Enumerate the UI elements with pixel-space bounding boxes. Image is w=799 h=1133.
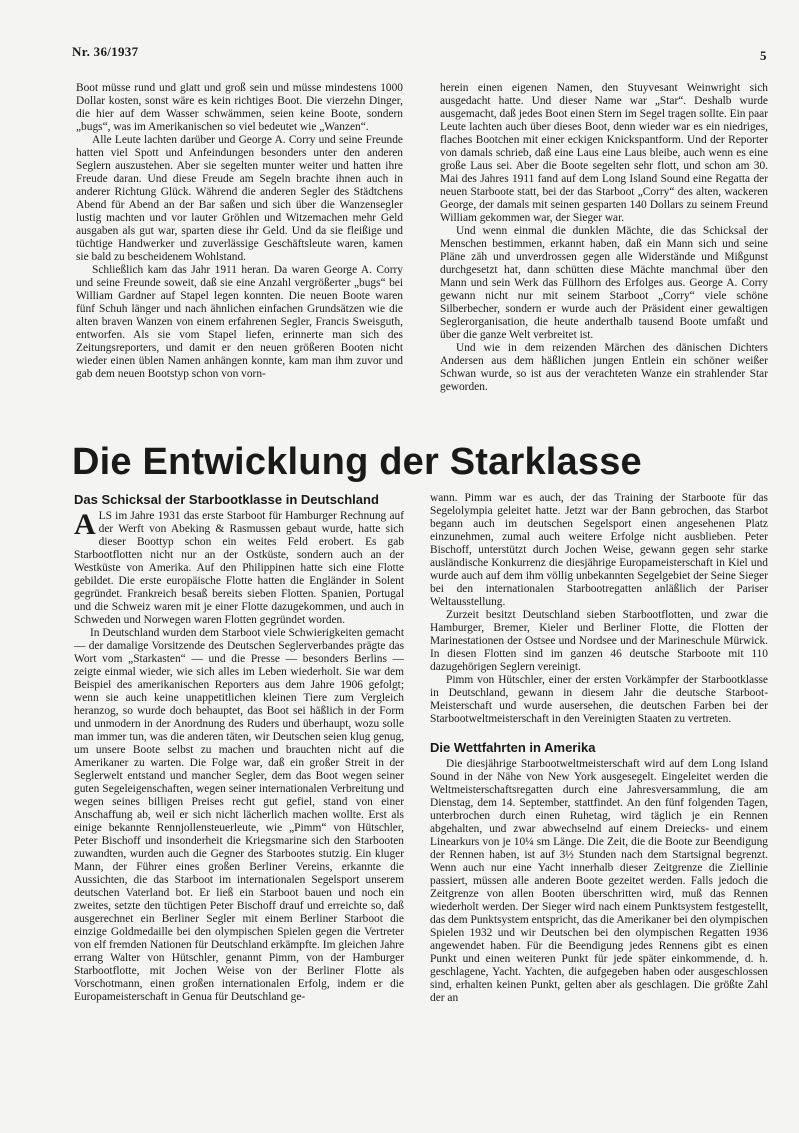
paragraph: Und wenn einmal die dunklen Mächte, die das Schicksal der Menschen bestimmen, erkannt haben, daß ein Mann sich und seine Pläne zäh und unverdrossen gegen alle Widerstände und Mißgunst durchgesetzt hat, dann schütten diese Mächte manchmal über den Mann und sein Werk das Füllhorn des Erfolges aus. George A. Corry gewann nicht nur mit seinem Starboot „Corry“ viele schöne Silberbecher, sondern er wurde auch der Präsident einer gewaltigen Seglerorganisation, die heute anderthalb tausend Boote umfaßt und über die ganze Welt verbreitet ist. [440, 225, 768, 341]
paragraph: LS im Jahre 1931 das erste Starboot für Hamburger Rechnung auf der Werft von Abeking & Rasmussen gebaut wurde, hatte sich dieser Boottyp schon ein weites Feld erobert. Es gab Starbootflotten nicht nur an der Ostküste, sondern auch an der Westküste von Amerika. Auf den Philippinen hatte sich eine Flotte gebildet. Die erste europäische Flotte hatten die Engländer in Solent gegründet. Frankreich besaß bereits sieben Flotten. Spanien, Portugal und die Schweiz waren mit je einer Flotte dazugekommen, und auch in Schweden und Norwegen waren Flotten gegründet worden. [74, 510, 404, 626]
article-continuation-right-column [440, 82, 768, 422]
section-subheading: Das Schicksal der Starbootklasse in Deutschland [74, 492, 379, 507]
paragraph: Boot müsse rund und glatt und groß sein und müsse mindestens 1000 Dollar kosten, sonst wäre es kein richtiges Boot. Die vierzehn Dinger, die hier auf dem Wasser schwämmen, seien keine Boote, sondern „bugs“, was im Amerikanischen so viel bedeutet wie „Wanzen“. [76, 82, 403, 133]
paragraph: herein einen eigenen Namen, den Stuyvesant Weinwright sich ausgedacht hatte. Und dieser Name war „Star“. Deshalb wurde ausgemacht, daß jedes Boot einen Stern im Segel tragen sollte. Ein paar Leute lachten auch über dieses Boot, denn wieder war es ein niedriges, flaches Bootchen mit einer eckigen Knickspantform. Und der Reporter von damals schrieb, daß eine Laus eine Laus bleibe, auch wenn es eine große Laus sei. Aber die Boote segelten sehr flott, und schon am 30. Mai des Jahres 1911 fand auf dem Long Island Sound eine Regatta der neuen Starboote statt, bei der das Starboot „Corry“ des alten, wackeren George, der damals mit seinen gesparten 140 Dollars zu seinem Freund William gekommen war, der Sieger war. [440, 82, 768, 224]
article-continuation-left-column [76, 82, 403, 448]
section-subheading: Die Wettfahrten in Amerika [430, 740, 596, 755]
paragraph: Alle Leute lachten darüber und George A. Corry und seine Freunde hatten viel Spott und Anfeindungen besonders unter den anderen Seglern auszustehen. Aber sie segelten munter weiter und hatten ihre Freude daran. Und diese Freude am Segeln brachte ihnen auch in anderer Richtung Glück. Während die anderen Segler des Städtchens Abend für Abend an der Bar saßen und sich über die Wanzensegler lustig machten und vor lauter Gröhlen und Witzemachen mehr Geld ausgaben als gut war, sparten diese ihr Geld. Und da sie fleißige und tüchtige Handwerker und zuverlässige Geschäftsleute waren, kamen sie bald zu bescheidenem Wohlstand. [76, 134, 403, 263]
paragraph: Pimm von Hütschler, einer der ersten Vorkämpfer der Starbootklasse in Deutschland, gewann in diesem Jahr die deutsche Starboot-Meisterschaft und wurde ausersehen, die deutschen Farben bei der Starbootweltmeisterschaft in den Vereinigten Staaten zu vertreten. [430, 674, 768, 725]
paragraph: Zurzeit besitzt Deutschland sieben Starbootflotten, und zwar die Hamburger, Bremer, Kieler und Berliner Flotte, die Flotten der Marinestationen der Ostsee und Nordsee und der Marineschule Mürwick. In diesen Flotten sind im ganzen 46 deutsche Starboote mit 110 dazugehörigen Seglern vereinigt. [430, 609, 768, 673]
page-number: 5 [760, 48, 767, 63]
drop-cap: A [74, 508, 96, 541]
issue-number: Nr. 36/1937 [72, 44, 139, 59]
paragraph: In Deutschland wurden dem Starboot viele Schwierigkeiten gemacht — der damalige Vorsitzende des Deutschen Seglerverbandes prägte das Wort vom „Starkasten“ — und die Presse — besonders Berlins — zeigte einmal wieder, wie sich alles im Leben wiederholt. Sie war dem Beispiel des amerikanischen Reporters aus dem Jahre 1906 gefolgt; wenn sie auch keine unappetitlichen kleinen Tiere zum Vergleich heranzog, so wurde doch behauptet, das Boot sei häßlich in der Form und unmodern in der Anordnung des Ruders und überhaupt, wozu solle man immer tun, was die anderen täten, wir Deutschen seien klug genug, um unsere Boote selbst zu machen und brauchten nicht auf die Amerikaner zu warten. Die Folge war, daß ein großer Streit in der Seglerwelt entstand und mancher Segler, dem das Boot wegen seiner guten Segeleigenschaften, wegen seiner internationalen Verbreitung und wegen seines billigen Preises recht gut gefiel, stand von einer Anschaffung ab, weil er sich nicht lächerlich machen wollte. Erst als einige bekannte Rennjollensteuerleute, wie „Pimm“ von Hütschler, Peter Bischoff und insonderheit die Kriegsmarine sich den Starbooten zuwandten, wurden auch die Gegner des Starbootes stutzig. Ein kluger Mann, der Führer eines großen Berliner Vereins, erkannte die Aussichten, die das Starboot im internationalen Segelsport unserem deutschen Vaterland bot. Er ließ ein Starboot bauen und noch ein zweites, setzte den tüchtigen Peter Bischoff drauf und erreichte so, daß ausgerechnet ein Berliner Segler mit einem Berliner Starboot die einzige Goldmedaille bei den olympischen Spielen gegen die Vertreter von elf fremden Nationen für Deutschland erkämpfte. Im gleichen Jahre errang Walter von Hütschler, genannt Pimm, von der Hamburger Starbootflotte, mit Jochen Weise von der Berliner Flotte als Vorschotmann, einen großen internationalen Erfolg, indem er die Europameisterschaft in Genua für Deutschland ge- [74, 627, 404, 1003]
paragraph: Schließlich kam das Jahr 1911 heran. Da waren George A. Corry und seine Freunde soweit, daß sie eine Anzahl vergrößerter „bugs“ bei William Gardner auf Stapel legen konnten. Die neuen Boote waren fünf Schuh länger und nach ähnlichen einfachen Grundsätzen wie die alten braven Wanzen von einem erfahrenen Segler, Francis Sweisguth, entworfen. Als sie vom Stapel liefen, erinnerte man sich des Zeitungsreporters, und damit er den neuen größeren Booten nicht wieder einen üblen Namen anhängen konnte, kam man ihm zuvor und gab dem neuen Bootstyp schon von vorn- [76, 264, 403, 380]
paragraph: Und wie in dem reizenden Märchen des dänischen Dichters Andersen aus dem häßlichen jungen Entlein ein schöner weißer Schwan wurde, so ist aus der verachteten Wanze ein strahlender Star geworden. [440, 342, 768, 393]
paragraph: Die diesjährige Starbootweltmeisterschaft wird auf dem Long Island Sound in der Nähe von New York ausgesegelt. Eingeleitet werden die Weltmeisterschaftsregatten durch eine Jahresversammlung, die am Dienstag, dem 14. September, stattfindet. An den fünf folgenden Tagen, unterbrochen durch einen Ruhetag, wird täglich je ein Rennen abgehalten, und zwar abwechselnd auf einem Dreiecks- und einem Linearkurs von je 10¼ sm Länge. Die Zeit, die die Boote zur Beendigung der Rennen haben, ist auf 3½ Stunden nach dem Startsignal begrenzt. Wenn auch nur eine Yacht innerhalb dieser Zeitgrenze die Ziellinie passiert, müssen alle anderen Boote gezeitet werden. Falls jedoch die Zeitgrenze von allen Booten überschritten wird, muß das Rennen wiederholt werden. Der Sieger wird nach einem Punktsystem festgestellt, das dem Punktsystem entspricht, das die Amerikaner bei den olympischen Spielen 1932 und wir Deutschen bei den olympischen Regatten 1936 angewendet haben. Für die Beendigung jedes Rennens gibt es einen Punkt und einen weiteren Punkt für jede später einkommende, d. h. geschlagene, Yacht. Yachten, die aufgegeben haben oder ausgeschlossen sind, erhalten keinen Punkt, gelten aber als geschlagen. Die größte Zahl der an [430, 758, 768, 1004]
article-right-column [430, 492, 768, 1092]
paragraph: wann. Pimm war es auch, der das Training der Starboote für das Segelolympia geleitet hatte. Jetzt war der Bann gebrochen, das Starbot begann auch im deutschen Segelsport einen angesehenen Platz einzunehmen, zumal auch weitere Erfolge nicht ausblieben. Peter Bischoff, unterstützt durch Jochen Weise, gewann gegen sehr starke ausländische Konkurrenz die diesjährige Europameisterschaft in Kiel und wurde auch auf dem ihm völlig unbekannten Segelgebiet der Seine Sieger bei den internationalen Starbootregatten anläßlich der Pariser Weltausstellung. [430, 492, 768, 608]
article-headline: Die Entwicklung der Starklasse [72, 441, 642, 483]
article-left-column [74, 492, 404, 1072]
